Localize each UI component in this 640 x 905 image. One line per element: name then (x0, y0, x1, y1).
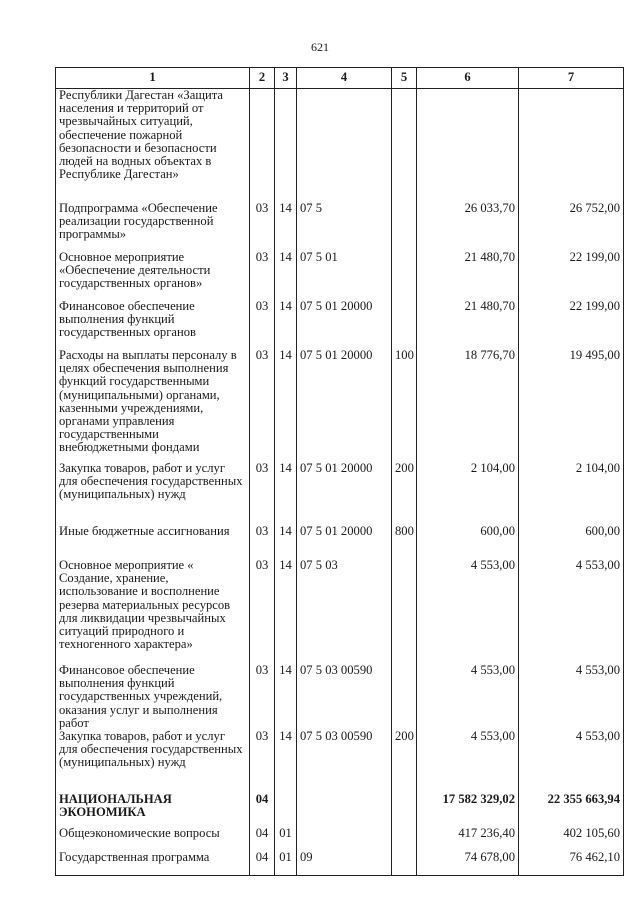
section-code: 03 (250, 251, 275, 300)
expense-type-code (392, 559, 417, 664)
target-article-code (297, 89, 392, 203)
table-row (56, 851, 624, 876)
column-header: 4 (297, 68, 392, 89)
amount-year-1: 417 236,40 (417, 827, 519, 851)
target-article-code: 07 5 (297, 202, 392, 251)
column-header: 1 (56, 68, 250, 89)
subsection-code: 14 (275, 462, 297, 525)
subsection-code (275, 793, 297, 827)
amount-year-1: 21 480,70 (417, 300, 519, 349)
expense-type-code: 200 (392, 462, 417, 525)
subsection-code: 14 (275, 349, 297, 462)
expense-type-code (392, 664, 417, 730)
column-header: 2 (250, 68, 275, 89)
section-code: 03 (250, 202, 275, 251)
subsection-code: 14 (275, 525, 297, 559)
expense-type-code (392, 251, 417, 300)
amount-year-1: 26 033,70 (417, 202, 519, 251)
table-row (56, 349, 624, 462)
table-row (56, 251, 624, 300)
section-code (250, 89, 275, 203)
target-article-code: 07 5 01 (297, 251, 392, 300)
row-name: Закупка товаров, работ и услуг для обеспечения государственных (муниципальных) нужд (56, 462, 250, 525)
row-name: Основное мероприятие «Обеспечение деятельности государственных органов» (56, 251, 250, 300)
subsection-code: 14 (275, 559, 297, 664)
section-code: 03 (250, 462, 275, 525)
amount-year-2: 402 105,60 (519, 827, 624, 851)
target-article-code: 07 5 03 00590 (297, 730, 392, 793)
amount-year-2: 600,00 (519, 525, 624, 559)
table-row (56, 202, 624, 251)
amount-year-1: 18 776,70 (417, 349, 519, 462)
expense-type-code: 100 (392, 349, 417, 462)
subsection-code: 01 (275, 827, 297, 851)
page-number: 621 (311, 40, 329, 54)
target-article-code: 07 5 01 20000 (297, 462, 392, 525)
expense-type-code (392, 793, 417, 827)
amount-year-2: 19 495,00 (519, 349, 624, 462)
target-article-code: 07 5 01 20000 (297, 349, 392, 462)
row-name: Государственная программа (56, 851, 250, 876)
amount-year-1: 21 480,70 (417, 251, 519, 300)
target-article-code: 07 5 01 20000 (297, 525, 392, 559)
target-article-code: 07 5 01 20000 (297, 300, 392, 349)
column-header: 6 (417, 68, 519, 89)
table-row (56, 462, 624, 525)
row-name: Финансовое обеспечение выполнения функций государственных органов (56, 300, 250, 349)
table-header-row (56, 68, 624, 89)
column-header: 3 (275, 68, 297, 89)
amount-year-2 (519, 89, 624, 203)
row-name: Иные бюджетные ассигнования (56, 525, 250, 559)
table-row (56, 793, 624, 827)
target-article-code: 07 5 03 00590 (297, 664, 392, 730)
row-name: НАЦИОНАЛЬНАЯ ЭКОНОМИКА (56, 793, 250, 827)
expense-type-code: 200 (392, 730, 417, 793)
section-code: 03 (250, 559, 275, 664)
row-name: Республики Дагестан «Защита населения и территорий от чрезвычайных ситуаций, обеспечение пожарной безопасности и безопасности людей на водных объектах в Республике Дагестан» (56, 89, 250, 203)
subsection-code: 14 (275, 202, 297, 251)
amount-year-1: 4 553,00 (417, 664, 519, 730)
section-code: 04 (250, 827, 275, 851)
row-name: Основное мероприятие « Создание, хранение, использование и восполнение резерва материальных ресурсов для ликвидации чрезвычайных ситуаций природного и техногенного характера» (56, 559, 250, 664)
column-header: 7 (519, 68, 624, 89)
amount-year-1: 600,00 (417, 525, 519, 559)
amount-year-2: 22 355 663,94 (519, 793, 624, 827)
section-code: 03 (250, 730, 275, 793)
amount-year-2: 4 553,00 (519, 730, 624, 793)
budget-table (55, 67, 624, 876)
section-code: 04 (250, 793, 275, 827)
amount-year-2: 4 553,00 (519, 559, 624, 664)
expense-type-code (392, 827, 417, 851)
row-name: Общеэкономические вопросы (56, 827, 250, 851)
section-code: 03 (250, 300, 275, 349)
subsection-code: 14 (275, 664, 297, 730)
table-row (56, 664, 624, 730)
expense-type-code: 800 (392, 525, 417, 559)
expense-type-code (392, 89, 417, 203)
target-article-code: 09 (297, 851, 392, 876)
amount-year-1 (417, 89, 519, 203)
row-name: Подпрограмма «Обеспечение реализации государственной программы» (56, 202, 250, 251)
amount-year-2: 22 199,00 (519, 251, 624, 300)
expense-type-code (392, 851, 417, 876)
table-row (56, 730, 624, 793)
section-code: 04 (250, 851, 275, 876)
amount-year-2: 26 752,00 (519, 202, 624, 251)
subsection-code (275, 89, 297, 203)
subsection-code: 01 (275, 851, 297, 876)
section-code: 03 (250, 664, 275, 730)
target-article-code: 07 5 03 (297, 559, 392, 664)
amount-year-1: 2 104,00 (417, 462, 519, 525)
column-header: 5 (392, 68, 417, 89)
row-name: Закупка товаров, работ и услуг для обеспечения государственных (муниципальных) нужд (56, 730, 250, 793)
amount-year-1: 74 678,00 (417, 851, 519, 876)
subsection-code: 14 (275, 730, 297, 793)
expense-type-code (392, 202, 417, 251)
amount-year-2: 4 553,00 (519, 664, 624, 730)
subsection-code: 14 (275, 251, 297, 300)
table-row (56, 89, 624, 203)
row-name: Финансовое обеспечение выполнения функций государственных учреждений, оказания услуг и выполнения работ (56, 664, 250, 730)
amount-year-2: 2 104,00 (519, 462, 624, 525)
expense-type-code (392, 300, 417, 349)
table-row (56, 827, 624, 851)
amount-year-2: 76 462,10 (519, 851, 624, 876)
table-row (56, 559, 624, 664)
amount-year-1: 4 553,00 (417, 559, 519, 664)
subsection-code: 14 (275, 300, 297, 349)
section-code: 03 (250, 349, 275, 462)
table-row (56, 300, 624, 349)
target-article-code (297, 827, 392, 851)
amount-year-1: 17 582 329,02 (417, 793, 519, 827)
target-article-code (297, 793, 392, 827)
amount-year-1: 4 553,00 (417, 730, 519, 793)
amount-year-2: 22 199,00 (519, 300, 624, 349)
row-name: Расходы на выплаты персоналу в целях обеспечения выполнения функций государственными (муниципальными) органами, казенными учреждениями, органами управления государственными внебюджетными фондами (56, 349, 250, 462)
section-code: 03 (250, 525, 275, 559)
table-row (56, 525, 624, 559)
